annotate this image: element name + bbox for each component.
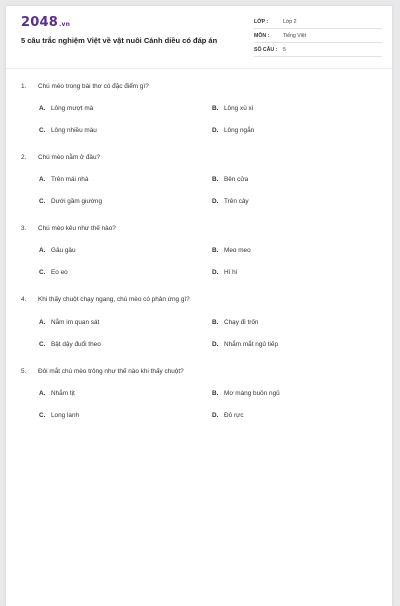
- q5-option-c[interactable]: C. Long lanh: [39, 412, 80, 419]
- meta-subject-label: MÔN :: [254, 33, 270, 39]
- meta-count-row: [254, 44, 382, 57]
- q1-option-a[interactable]: A. Lông mượt mà: [39, 105, 94, 112]
- meta-count-value: 5: [283, 47, 286, 53]
- meta-grade-row: [254, 16, 382, 29]
- q5-option-b[interactable]: B. Mơ màng buồn ngủ: [212, 390, 280, 397]
- question-5: [21, 368, 184, 375]
- q4-option-c[interactable]: C. Bật dậy đuổi theo: [39, 341, 101, 348]
- question-2: [21, 154, 100, 161]
- q3-option-d[interactable]: D. Hí hí: [212, 269, 238, 276]
- question-text: Chú mèo nằm ở đâu?: [38, 154, 101, 161]
- q2-option-c[interactable]: C. Dưới gầm giường: [39, 198, 103, 205]
- question-number: 2.: [21, 154, 27, 161]
- worksheet-header: [6, 6, 392, 69]
- q3-option-a[interactable]: A. Gâu gâu: [39, 247, 76, 254]
- question-text: Chú mèo trong bài thơ có đặc điểm gì?: [38, 83, 149, 90]
- q5-option-d[interactable]: D. Đỏ rực: [212, 412, 244, 419]
- q2-option-d[interactable]: D. Trên cây: [212, 198, 249, 205]
- question-3: [21, 225, 116, 232]
- question-number: 3.: [21, 225, 27, 232]
- meta-subject-value: Tiếng Việt: [283, 33, 307, 39]
- question-text: Khi thấy chuột chạy ngang, chú mèo có phản ứng gì?: [38, 296, 190, 303]
- meta-grade-value: Lớp 2: [283, 19, 297, 25]
- meta-grade-label: LỚP :: [254, 19, 269, 25]
- q5-option-a[interactable]: A. Nhắm tịt: [39, 390, 75, 397]
- q3-option-b[interactable]: B. Meo meo: [212, 247, 251, 254]
- question-4: [21, 296, 190, 303]
- question-number: 1.: [21, 83, 27, 90]
- q4-option-d[interactable]: D. Nhắm mắt ngủ tiếp: [212, 341, 278, 348]
- q1-option-d[interactable]: D. Lông ngắn: [212, 127, 255, 134]
- meta-subject-row: [254, 30, 382, 43]
- question-text: Đôi mắt chú mèo trông như thế nào khi thấy chuột?: [38, 368, 184, 375]
- logo-suffix: .vn: [58, 21, 71, 28]
- q1-option-b[interactable]: B. Lông xù xì: [212, 105, 254, 112]
- q3-option-c[interactable]: C. Eo eo: [39, 269, 68, 276]
- q2-option-a[interactable]: A. Trên mái nhà: [39, 176, 89, 183]
- q4-option-b[interactable]: B. Chạy đi trốn: [212, 319, 259, 326]
- document-title: 5 câu trắc nghiệm Việt về vật nuôi Cánh diều có đáp án: [21, 36, 218, 45]
- site-logo[interactable]: [21, 15, 70, 30]
- meta-count-label: SỐ CÂU :: [254, 47, 278, 53]
- question-1: [21, 83, 149, 90]
- logo-main: 2048: [21, 15, 58, 30]
- q1-option-c[interactable]: C. Lông nhiều màu: [39, 127, 97, 134]
- question-number: 5.: [21, 368, 27, 375]
- q4-option-a[interactable]: A. Nằm im quan sát: [39, 319, 100, 326]
- question-text: Chú mèo kêu như thế nào?: [38, 225, 116, 232]
- worksheet-page: [6, 6, 392, 606]
- q2-option-b[interactable]: B. Bên cửa: [212, 176, 249, 183]
- question-number: 4.: [21, 296, 27, 303]
